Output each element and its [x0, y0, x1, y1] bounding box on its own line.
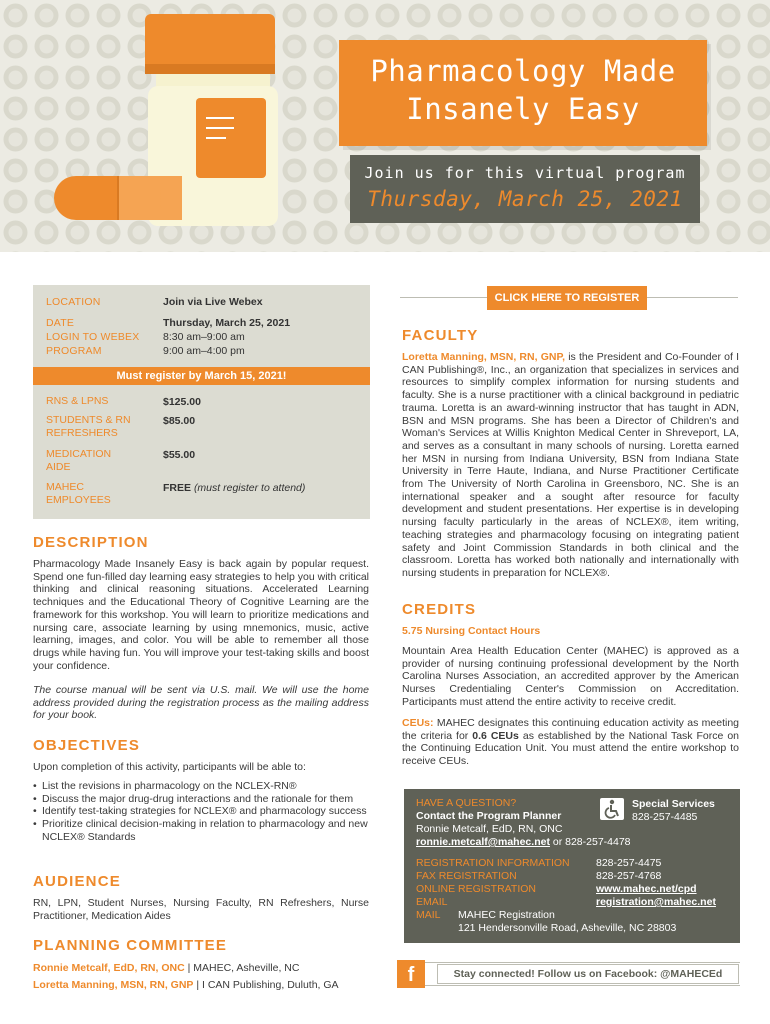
accessibility-icon: [600, 798, 624, 820]
event-info-box: [33, 285, 370, 519]
program-date-banner: [350, 155, 700, 223]
audience-heading: AUDIENCE: [33, 873, 121, 890]
list-item: • Identify test-taking strategies for NCLEX® and pharmacology success: [33, 805, 369, 818]
registration-email-link[interactable]: registration@mahec.net: [596, 896, 716, 908]
audience-body: RN, LPN, Student Nurses, Nursing Faculty, RN Refreshers, Nurse Practitioner, Medication Aides: [33, 897, 369, 922]
planning-member: Loretta Manning, MSN, RN, GNP | I CAN Publishing, Duluth, GA: [33, 979, 339, 991]
contact-box: HAVE A QUESTION? Contact the Program Planner Ronnie Metcalf, EdD, RN, ONC ronnie.metcalf@mahec.net or 828-257-4478 Special Services 828-257-4485 REGISTRATION INFORMATION 828-257-4475 FAX REGISTRATION 828-257-4768 ONLINE REGISTRATION www.mahec.net/cpd EMAIL registration@mahec.net MAIL MAHEC Registration 121 Hendersonville Road, Asheville, NC 28803: [404, 789, 740, 943]
contact-hours: 5.75 Nursing Contact Hours: [402, 625, 541, 637]
price-row: MAHEC EMPLOYEES FREE (must register to attend): [46, 481, 306, 506]
event-date: Thursday, March 25, 2021: [367, 187, 683, 211]
manual-note: The course manual will be sent via U.S. mail. We will use the home address provided during the registration process as the mailing address for your book.: [33, 684, 369, 722]
title-banner: [339, 40, 707, 146]
ceu-body: CEUs: MAHEC designates this continuing education activity as meeting the criteria for 0.6 CEUs as established by the National Task Force on the Continuing Education Unit. You must attend the entire workshop to receive CEUs.: [402, 717, 739, 768]
list-item: • Discuss the major drug-drug interactions and the rationale for them: [33, 793, 369, 806]
objectives-list: [33, 780, 369, 844]
description-heading: DESCRIPTION: [33, 534, 149, 551]
credits-body: Mountain Area Health Education Center (MAHEC) is approved as a provider of nursing continuing professional development by the North Carolina Nurses Association, an accredited approver by the American Nurses Credentialing Center's Commission on Accreditation. Participants must attend the entire activity to receive credit.: [402, 645, 739, 708]
price-row: MEDICATION AIDE $55.00: [46, 448, 196, 473]
planning-heading: PLANNING COMMITTEE: [33, 937, 228, 954]
list-item: • List the revisions in pharmacology on the NCLEX-RN®: [33, 780, 369, 793]
planner-email-link[interactable]: ronnie.metcalf@mahec.net: [416, 836, 550, 848]
planning-member: Ronnie Metcalf, EdD, RN, ONC | MAHEC, Asheville, NC: [33, 962, 300, 974]
objectives-heading: OBJECTIVES: [33, 737, 141, 754]
hero-banner: [0, 0, 770, 252]
credits-heading: CREDITS: [402, 601, 477, 618]
register-deadline-bar: Must register by March 15, 2021!: [33, 367, 370, 385]
location-row: LOCATION Join via Live Webex: [46, 296, 263, 308]
facebook-icon[interactable]: f: [397, 960, 425, 988]
objectives-intro: Upon completion of this activity, participants will be able to:: [33, 761, 306, 773]
join-text: Join us for this virtual program: [364, 164, 686, 182]
register-button[interactable]: CLICK HERE TO REGISTER: [487, 286, 647, 310]
facebook-follow-link[interactable]: Stay connected! Follow us on Facebook: @MAHECEd: [437, 964, 739, 984]
faculty-bio: Loretta Manning, MSN, RN, GNP, is the President and Co-Founder of I CAN Publishing®, Inc., an organization that specializes in services and resources to simplify complex information for nursing students and faculty. She is a nurse practitioner with a clinical background in pediatric trauma. Loretta is an award-winning instructor that has taught in ADN, BSN and MSN programs. She has been a Director of Children's and Woman's Services at Willis Knighton Medical Center in Shreveport, LA, and serves as a consultant in many schools of nursing. Loretta earned her MSN in nursing from Indiana University, BSN from Indiana State University in Terre Haute, Indiana, and Nurse Practitioner Certificate from The University of North Carolina in Greensboro, NC. She is an international speaker and a sought after resource for faculty development and student presentations. Her expertise is in developing nursing faculty particularly in the areas of NCLEX®, item writing, teaching strategies and pharmacology focusing on integrating patient safety and Joint Commission Standards in both clinical and the classroom. Loretta has worked both nationally and internationally with nursing students in preparation for NCLEX®.: [402, 351, 739, 579]
description-body: Pharmacology Made Insanely Easy is back again by popular request. Spend one fun-filled day learning easy strategies to help you with critical thinking and clinical reasoning situations. Accelerated Learning techniques and the Educational Theory of Cognitive Learning are the framework for this workshop. You will learn to prioritize medications and nursing care, associate learning by using mnemonics, music, active learning, images, and color. You will be able to remember all those drugs while having fun. You will improve your test-taking skills and boost your confidence.: [33, 558, 369, 672]
price-row: RNS & LPNS $125.00: [46, 395, 201, 408]
faculty-heading: FACULTY: [402, 327, 479, 344]
list-item: • Prioritize clinical decision-making in relation to pharmacology and new NCLEX® Standards: [33, 818, 369, 843]
page-title: Pharmacology Made Insanely Easy: [370, 54, 676, 126]
online-registration-link[interactable]: www.mahec.net/cpd: [596, 883, 697, 895]
schedule-row: DATE LOGIN TO WEBEX PROGRAM Thursday, March 25, 2021 8:30 am–9:00 am 9:00 am–4:00 pm: [46, 317, 291, 357]
price-row: STUDENTS & RN REFRESHERS $85.00: [46, 414, 196, 439]
capsule-icon: [54, 176, 182, 220]
